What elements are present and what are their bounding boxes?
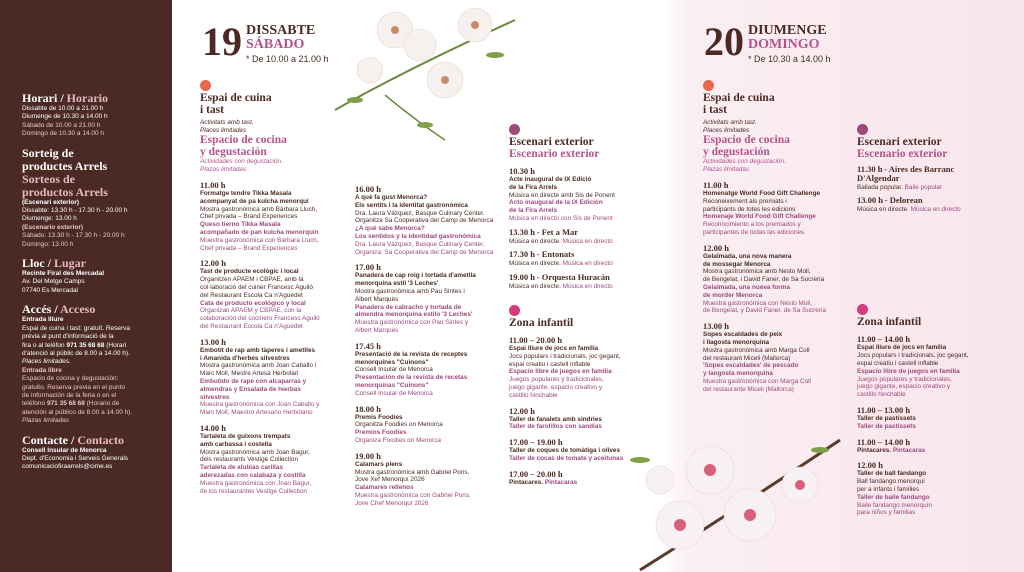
text-line: Organiza Foodies on Menorca bbox=[355, 436, 441, 444]
text-line: Muestra gastronómica con Gabriel Pons, bbox=[355, 491, 471, 499]
text-line: Organitza Foodies on Menorca bbox=[355, 421, 443, 429]
text-line: 'Sopes escaldades' de pescado bbox=[703, 362, 799, 370]
text-line: 11.00 – 20.00 h bbox=[509, 335, 563, 346]
event-item bbox=[355, 184, 505, 256]
access-line: Places limitades. bbox=[22, 358, 71, 366]
text-line: 13.00 h bbox=[703, 321, 729, 332]
text-line: Baile popular bbox=[904, 183, 942, 191]
event-item bbox=[509, 251, 649, 268]
text-line: D'Algendar bbox=[857, 172, 900, 183]
section-dot-icon bbox=[857, 124, 868, 135]
text-line: per a infants i famílies bbox=[857, 486, 920, 494]
contact-section bbox=[22, 434, 162, 472]
text-line: acompañado de pan kulcha menorquín bbox=[200, 228, 319, 236]
section-note-es: Actividades con degustación. bbox=[200, 158, 283, 165]
raffle-heading: productes Arrels bbox=[22, 158, 108, 173]
text-line: aderezadas con calabaza y costilla bbox=[200, 471, 306, 479]
event-item bbox=[509, 271, 649, 291]
text-line: Música en directo bbox=[562, 282, 613, 290]
text-line: Gelaïmada, una nueva forma bbox=[703, 283, 791, 291]
text-line: 12.00 h bbox=[509, 405, 535, 416]
text-line: Jove Xef Menorquí 2026 bbox=[355, 476, 425, 484]
text-line: Pintacaras bbox=[544, 478, 578, 486]
text-line: de Bengelat, y David Faner, de Sa Sucreria bbox=[703, 307, 826, 315]
text-line: Taller de fanalets amb sindries bbox=[509, 415, 602, 423]
access-line: Entrada libre bbox=[22, 366, 62, 374]
location-line: 07740 Es Mercadal bbox=[22, 286, 79, 294]
text-line: Mostra gastronòmica amb Nesto Moll, bbox=[703, 268, 811, 276]
section-note-es: Plazas limitadas bbox=[200, 166, 247, 173]
text-line: Chef privada – Brand Experiences bbox=[200, 213, 298, 221]
text-line: 11.00 – 14.00 h bbox=[857, 436, 911, 447]
sunday-header bbox=[704, 19, 831, 66]
raffle-heading-es: productos Arrels bbox=[22, 184, 108, 199]
text-line: Mostra gastronòmica amb Bàrbara Lluch, bbox=[200, 205, 318, 213]
text-line: (Horario de bbox=[86, 400, 120, 408]
access-line: de información de la feria o en el bbox=[22, 391, 117, 399]
text-line: 11.00 h bbox=[200, 180, 226, 190]
text-line: 11.30 h bbox=[857, 164, 883, 174]
event-item bbox=[200, 258, 350, 330]
text-line: 10.30 h bbox=[509, 166, 535, 176]
contact-heading bbox=[22, 434, 162, 447]
text-line: (Horari bbox=[106, 341, 127, 349]
text-line: - Entonats bbox=[536, 249, 575, 260]
text-line: Música en directe. bbox=[509, 237, 561, 245]
text-line: silvestres bbox=[200, 393, 230, 401]
text-line: 11.00 – 13.00 h bbox=[857, 405, 911, 416]
section-heading: Espai de cuina bbox=[703, 92, 775, 104]
event-item bbox=[703, 321, 853, 393]
text-line: del restaurante Miceli (Mallorca) bbox=[703, 385, 794, 393]
text-line: Albert Marquès bbox=[355, 326, 399, 334]
text-line: 13.00 h bbox=[857, 195, 883, 206]
text-line: Taller de pastissets bbox=[857, 415, 916, 423]
text-line: de la Fira Arrels bbox=[509, 183, 558, 191]
text-line: juego gigante, espacio creativo y bbox=[857, 383, 951, 391]
text-line: Contacto bbox=[77, 432, 124, 447]
event-item bbox=[509, 226, 649, 246]
section-heading-es: Espacio de cocina bbox=[703, 134, 790, 146]
text-line: Horari / bbox=[22, 91, 64, 105]
section-heading-es: y degustación bbox=[200, 145, 267, 158]
event-item bbox=[509, 406, 649, 432]
event-item bbox=[509, 437, 649, 463]
phone-number[interactable]: 971 35 68 68 bbox=[66, 341, 105, 349]
text-line: Dra. Laura Vázquez, Basque Culinary Center. bbox=[355, 240, 485, 248]
text-line: Juegos populares y tradicionales, bbox=[509, 376, 604, 384]
text-line: Presentación de la revista de recetas bbox=[355, 374, 468, 382]
text-line: 17.00 – 19.00 h bbox=[509, 437, 563, 448]
text-line: 17.45 h bbox=[355, 340, 381, 351]
text-line: Homenatge World Food Gift Challenge bbox=[703, 190, 821, 197]
access-line: Entrada lliure bbox=[22, 316, 64, 324]
text-line: Queso tierno Tikka Masala bbox=[200, 221, 281, 229]
day-name-ca: DISSABTE bbox=[246, 23, 316, 38]
day-hours: * De 10.30 a 14.00 h bbox=[748, 54, 831, 64]
access-section bbox=[22, 303, 162, 425]
schedule-heading bbox=[22, 92, 162, 105]
text-line: Taller de baile fandango bbox=[857, 493, 930, 501]
text-line: Mostra gastronòmica amb Marga Coll bbox=[703, 346, 810, 354]
info-sidebar bbox=[0, 0, 172, 572]
section-heading: Zona infantil bbox=[509, 316, 574, 329]
text-line: - Orquesta Huracán bbox=[536, 271, 610, 282]
text-line: Dra. Laura Vázquez, Basque Culinary Center. bbox=[355, 209, 485, 217]
text-line: Espacio libre de juegos en familia bbox=[857, 367, 960, 375]
day-hours: * De 10.00 a 21.00 h bbox=[246, 54, 329, 64]
access-line: Espacio de cocina y degustación: bbox=[22, 375, 119, 383]
section-heading: Escenari exterior bbox=[509, 136, 594, 148]
text-line: Accés / bbox=[22, 302, 58, 317]
text-line: menorquines "Cuinons" bbox=[355, 358, 429, 366]
text-line: Calamars plens bbox=[355, 460, 403, 468]
access-line: atención al público de 8.00 a 14.00 h). bbox=[22, 408, 133, 416]
schedule-line: Sábado de 10.00 a 21.00 h bbox=[22, 121, 101, 129]
text-line: del restaurant Miceli (Mallorca) bbox=[703, 354, 791, 362]
text-line: participants de totes les edicions bbox=[703, 205, 796, 213]
section-heading: Escenari exterior bbox=[857, 136, 942, 148]
text-line: 17.00 h bbox=[355, 262, 381, 273]
text-line: Acte inaugural de IX Edició bbox=[509, 176, 592, 183]
text-line: 16.00 h bbox=[355, 184, 381, 194]
sunday-outdoor-column bbox=[857, 124, 1007, 517]
text-line: 19.00 h bbox=[509, 271, 535, 282]
text-line: Taller de ball fandango bbox=[857, 470, 927, 478]
text-line: i Amanida d'herbes silvestres bbox=[200, 354, 290, 362]
text-line: Muestra gastronómica con Joan Caballo y bbox=[200, 401, 320, 409]
access-line: Espai de cuina i tast: gratuït. Reserva bbox=[22, 324, 131, 332]
text-line: 13.00 h bbox=[200, 336, 226, 347]
access-line bbox=[22, 342, 162, 350]
day-number: 20 bbox=[704, 19, 744, 64]
text-line: del Restaurant Escola Ca n'Aguedet bbox=[200, 291, 303, 299]
text-line: Espai lliure de jocs en família bbox=[509, 345, 599, 353]
access-line: gratuito. Reserva previa en el punto bbox=[22, 383, 125, 391]
text-line: fira o al telèfon bbox=[22, 341, 65, 349]
text-line: Ball fandango menorquí bbox=[857, 478, 925, 486]
section-heading: Espai de cuina bbox=[200, 92, 272, 104]
section-heading-es: Espacio de cocina bbox=[200, 134, 287, 146]
day-number: 19 bbox=[202, 19, 242, 64]
text-line: 18.00 h bbox=[355, 403, 381, 414]
text-line: Lugar bbox=[54, 256, 87, 271]
text-line: Marc Moll, Maestro Artesano Herbolario bbox=[200, 409, 313, 417]
location-line: Recinte Firal des Mercadal bbox=[22, 270, 105, 278]
schedule-section bbox=[22, 92, 162, 139]
location-line: Av. Del Metge Camps bbox=[22, 278, 85, 286]
text-line: Cata de producto ecológico y local bbox=[200, 299, 306, 307]
saturday-kitchen-column bbox=[200, 80, 350, 495]
text-line: Contacte / bbox=[22, 432, 75, 447]
contact-line: Consell Insular de Menorca bbox=[22, 446, 107, 454]
section-note: Activitats amb tast. bbox=[703, 119, 757, 126]
text-line: Ballada popular. bbox=[857, 183, 903, 191]
text-line: Panadera de cap roig i tortada d'ametlla bbox=[355, 272, 476, 280]
raffle-line: (Escenario exterior) bbox=[22, 223, 84, 231]
text-line: Sopes escaldades de peix bbox=[703, 331, 783, 339]
text-line: Homenaje World Food Gift Challenge bbox=[703, 213, 816, 221]
section-heading-es: y degustación bbox=[703, 145, 770, 158]
text-line: Calamares rellenos bbox=[355, 484, 414, 492]
text-line: Muestra gastronómica con Bárbara Lluch, bbox=[200, 236, 319, 244]
text-line: Presentació de la revista de receptes bbox=[355, 350, 468, 358]
raffle-line: Dissabte: 13.30 h - 17.30 h - 20.00 h bbox=[22, 207, 128, 215]
text-line: 11.00 – 14.00 h bbox=[857, 334, 911, 345]
text-line: Organitza Sa Cooperativa del Camp de Menorca bbox=[355, 217, 494, 225]
text-line: 17.30 h bbox=[509, 249, 535, 260]
text-line: 12.00 h bbox=[200, 258, 226, 269]
saturday-kids-section bbox=[509, 305, 649, 487]
contact-email[interactable]: comunicaciofiraarrels@cime.es bbox=[22, 463, 113, 471]
text-line: Baile fandango menorquín bbox=[857, 501, 932, 509]
text-line: del Restaurant Escola Ca n'Aguedet bbox=[200, 322, 303, 330]
text-line: - Fet a Mar bbox=[536, 226, 579, 237]
event-item bbox=[200, 423, 350, 495]
section-dot-icon bbox=[509, 124, 520, 135]
day-name-es: SÁBADO bbox=[246, 37, 305, 52]
text-line: Mostra gastronòmica amb Joan Bagur, bbox=[200, 448, 310, 456]
event-item bbox=[200, 337, 350, 417]
section-note: Activitats amb tast. bbox=[200, 119, 254, 126]
section-heading: i tast bbox=[200, 103, 224, 116]
raffle-line: Sábado: 13.30 h - 17.30 h - 20.00 h bbox=[22, 232, 125, 240]
text-line: Horario bbox=[66, 91, 108, 105]
text-line: Los sentidos y la identidad gastronómica bbox=[355, 232, 481, 240]
text-line: colaboración del cocinero Francesc Aguiló bbox=[200, 315, 320, 323]
text-line: 17.00 – 20.00 h bbox=[509, 468, 563, 479]
almond-blossom-cluster-icon bbox=[620, 430, 850, 572]
access-line: prèvia al punt d'informació de la bbox=[22, 333, 114, 341]
event-item bbox=[857, 437, 1007, 455]
text-line: Mostra gastronòmica amb Gabriel Pons, bbox=[355, 468, 470, 476]
event-item bbox=[355, 404, 505, 445]
text-line: Lloc / bbox=[22, 256, 51, 271]
text-line: Organitzen APAEM i CBPAE, amb la bbox=[200, 276, 304, 284]
event-item bbox=[857, 460, 1007, 517]
section-heading-es: Escenario exterior bbox=[509, 147, 600, 160]
text-line: col·laboració del cuiner Francesc Aguiló bbox=[200, 283, 313, 291]
text-line: Jocs populars i tradicionals, joc gegant, bbox=[857, 352, 969, 360]
text-line: Espai lliure de jocs en família bbox=[857, 344, 947, 352]
text-line: A què fa gust Menorca? bbox=[355, 194, 428, 201]
text-line: participantes de todas las ediciones bbox=[703, 228, 805, 236]
text-line: Música en directo con Sis de Ponent bbox=[509, 214, 613, 222]
text-line: Acto inaugural de la IX Edición bbox=[509, 199, 603, 207]
text-line: Organiza: Sa Cooperativa del Camp de Menorca bbox=[355, 248, 494, 256]
text-line: Taller de coques de tomàtiga i olives bbox=[509, 447, 621, 455]
sunday-kids-section bbox=[857, 304, 1007, 517]
text-line: Tartaleta de alubias carillas bbox=[200, 464, 283, 472]
contact-line: Dept. d'Economia i Serveis Generals bbox=[22, 454, 129, 462]
text-line: 12.00 h bbox=[857, 460, 883, 471]
text-line: Jocs populars i tradicionals, joc gegant, bbox=[509, 352, 621, 360]
section-heading: Zona infantil bbox=[857, 315, 922, 328]
saturday-header bbox=[202, 19, 329, 66]
text-line: acompanyat de pa kulcha menorquí bbox=[200, 197, 309, 205]
section-note: Places limitades bbox=[200, 127, 247, 134]
text-line: Tartaleta de guixons trempats bbox=[200, 432, 291, 440]
text-line: - Aires des Barranc bbox=[884, 164, 955, 174]
access-line: d'atenció al públic de 8.00 a 14.00 h). bbox=[22, 349, 130, 357]
text-line: teléfono bbox=[22, 400, 46, 408]
text-line: Mostra gastronòmica amb Joan Caballo i bbox=[200, 362, 317, 370]
text-line: castillo hinchable bbox=[857, 391, 906, 399]
text-line: 12.00 h bbox=[703, 242, 729, 253]
raffle-line: Diumenge: 13.00 h bbox=[22, 215, 77, 223]
text-line: Tast de producte ecològic i local bbox=[200, 268, 299, 276]
event-item bbox=[857, 405, 1007, 431]
raffle-line: (Escenari exterior) bbox=[22, 198, 80, 206]
text-line: de los restaurantes Vestige Collection bbox=[200, 487, 307, 495]
text-line: Reconeixement als premiats i bbox=[703, 197, 787, 205]
text-line: de Bengelat, i David Faner, de Sa Sucreria bbox=[703, 276, 825, 284]
text-line: Organizan APAEM y CBPAE, con la bbox=[200, 307, 302, 315]
text-line: Música en directe. bbox=[857, 206, 909, 214]
text-line: 14.00 h bbox=[200, 422, 226, 433]
text-line: Formatge tendre Tikka Masala bbox=[200, 190, 292, 197]
sunday-kitchen-column bbox=[703, 80, 853, 394]
event-item bbox=[703, 243, 853, 315]
saturday-outdoor-column bbox=[509, 124, 649, 487]
text-line: dels restaurants Vestige Collection bbox=[200, 456, 299, 464]
text-line: Música en directe amb Sis de Ponent bbox=[509, 191, 615, 199]
text-line: Música en directo bbox=[562, 237, 613, 245]
access-line bbox=[22, 400, 162, 408]
raffle-heading: Sorteig de bbox=[22, 145, 74, 160]
text-line: 19.00 h bbox=[355, 450, 381, 461]
section-note-es: Actividades con degustación. bbox=[703, 158, 786, 165]
text-line: Mostra gastronòmica amb Pau Sintes i bbox=[355, 287, 465, 295]
text-line: Música en directe. bbox=[509, 260, 561, 268]
text-line: Muestra gastronómica con Pau Sintes y bbox=[355, 319, 468, 327]
section-dot-icon bbox=[703, 80, 714, 91]
event-item bbox=[857, 166, 1007, 191]
text-line: Embotit de rap amb tàperes i ametlles bbox=[200, 346, 316, 354]
text-line: Música en directo bbox=[562, 260, 613, 268]
raffle-heading-es: Sorteos de bbox=[22, 171, 75, 186]
text-line: castillo hinchable bbox=[509, 391, 558, 399]
text-line: espai creatiu i castell inflable bbox=[509, 360, 591, 368]
day-name-es: DOMINGO bbox=[748, 37, 820, 52]
text-line: Muestra gastronómica con Nesto Moll, bbox=[703, 299, 813, 307]
schedule-line: Domingo de 10.30 a 14.00 h bbox=[22, 130, 105, 138]
text-line: Taller de pastissets bbox=[857, 422, 916, 430]
event-item bbox=[857, 197, 1007, 214]
event-item bbox=[509, 166, 649, 223]
text-line: Taller de farolillos con sandías bbox=[509, 423, 602, 431]
text-line: Jove Chef Menorquí 2026 bbox=[355, 499, 429, 507]
text-line: Embutido de rape con alcaparras y bbox=[200, 377, 307, 385]
schedule-line: Dissabte de 10.00 a 21.00 h bbox=[22, 105, 104, 112]
text-line: i llagosta menorquina bbox=[703, 338, 770, 346]
text-line: Chef privada – Brand Experiences bbox=[200, 244, 298, 252]
text-line: ¿A qué sabe Menorca? bbox=[355, 225, 425, 233]
phone-number[interactable]: 971 35 68 68 bbox=[46, 400, 85, 408]
text-line: Consell Insular de Menorca bbox=[355, 389, 433, 397]
location-heading bbox=[22, 257, 162, 270]
text-line: Acceso bbox=[60, 302, 96, 317]
almond-blossom-branch-icon bbox=[325, 0, 525, 150]
text-line: Muestra gastronómica con Marga Coll bbox=[703, 377, 811, 385]
raffle-section bbox=[22, 147, 162, 249]
event-item bbox=[703, 180, 853, 237]
section-heading: i tast bbox=[703, 103, 727, 116]
text-line: menorquinas "Cuinons" bbox=[355, 381, 429, 389]
section-dot-icon bbox=[509, 305, 520, 316]
event-item bbox=[509, 335, 649, 400]
raffle-line: Domingo: 13.00 h bbox=[22, 240, 74, 248]
text-line: menorquina estil '3 Leches' bbox=[355, 280, 439, 288]
text-line: juego gigante, espacio creativo y bbox=[509, 384, 603, 392]
text-line: Consell Insular de Menorca bbox=[355, 366, 433, 374]
text-line: Juegos populares y tradicionales, bbox=[857, 375, 952, 383]
text-line: Albert Marquès bbox=[355, 295, 399, 303]
text-line: 11.00 h bbox=[703, 180, 729, 190]
text-line: Reconocimiento a los premiados y bbox=[703, 221, 801, 229]
text-line: Pintacaras bbox=[892, 446, 926, 454]
text-line: Música en directe. bbox=[509, 282, 561, 290]
text-line: Pintacares. bbox=[857, 446, 892, 454]
text-line: Premis Foodies bbox=[355, 413, 403, 421]
event-item bbox=[857, 334, 1007, 399]
text-line: Panadera de cabracho y tortada de bbox=[355, 303, 462, 311]
access-line: Plazas limitadas bbox=[22, 417, 69, 425]
text-line: y langosta menorquina bbox=[703, 370, 773, 378]
text-line: Muestra gastronómica con Joan Bagur, bbox=[200, 479, 312, 487]
section-heading-es: Escenario exterior bbox=[857, 147, 948, 160]
text-line: Pintacares. bbox=[509, 478, 544, 486]
text-line: de morder Menorca bbox=[703, 291, 763, 299]
text-line: Els sentits i la identitat gastronòmica bbox=[355, 201, 468, 209]
text-line: almendras y Ensalada de hierbas bbox=[200, 385, 301, 393]
text-line: de mossegar Menorca bbox=[703, 260, 771, 268]
text-line: Taller de cocas de tomate y aceitunas bbox=[509, 455, 624, 463]
event-item bbox=[355, 262, 505, 334]
section-note-es: Plazas limitadas bbox=[703, 166, 750, 173]
event-item bbox=[355, 451, 505, 508]
text-line: - Delorean bbox=[884, 195, 923, 206]
section-dot-icon bbox=[200, 80, 211, 91]
day-name-ca: DIUMENGE bbox=[748, 23, 827, 38]
text-line: Premios Foodies bbox=[355, 429, 407, 437]
location-section bbox=[22, 257, 162, 295]
text-line: Música en directo bbox=[910, 206, 961, 214]
event-item bbox=[200, 180, 350, 252]
text-line: amb carbassa i costella bbox=[200, 440, 272, 448]
text-line: almendra menorquina estilo '3 Leches' bbox=[355, 311, 473, 319]
saturday-kitchen-column-2 bbox=[355, 184, 505, 508]
text-line: para niños y familias bbox=[857, 509, 916, 517]
text-line: de la Fira Arrels bbox=[509, 207, 558, 215]
text-line: espai creatiu i castell inflable bbox=[857, 360, 939, 368]
event-item bbox=[355, 341, 505, 398]
section-dot-icon bbox=[857, 304, 868, 315]
section-note: Places limitades bbox=[703, 127, 750, 134]
text-line: Espacio libre de juegos en familia bbox=[509, 368, 612, 376]
schedule-line: Diumenge de 10.30 a 14.00 h bbox=[22, 113, 108, 121]
text-line: Gelaïmada, una nova manera bbox=[703, 252, 792, 260]
access-heading bbox=[22, 303, 162, 316]
text-line: Marc Moll, Mestre Artesà Herbolari bbox=[200, 370, 299, 378]
text-line: 13.30 h bbox=[509, 226, 535, 237]
event-item bbox=[509, 469, 649, 487]
